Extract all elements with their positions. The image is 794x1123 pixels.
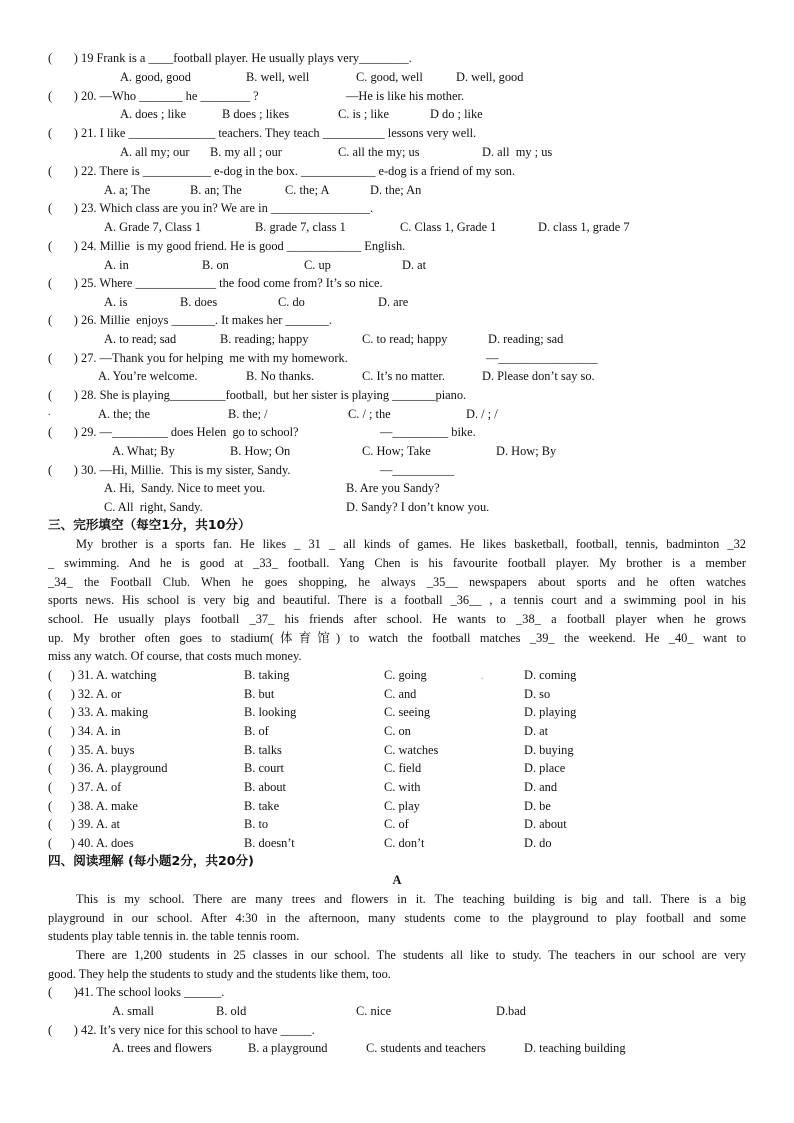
cloze-q39-c: C. of — [384, 817, 409, 831]
q24-option-a: A. in — [104, 258, 129, 272]
q29-option-a: A. What; By — [112, 444, 175, 458]
q19-option-a: A. good, good — [120, 70, 191, 84]
cloze-q39-d: D. about — [524, 817, 567, 831]
q22-option-a: A. a; The — [104, 183, 151, 197]
passage-a-label: A — [392, 873, 402, 887]
cloze-q39: ( ) 39. A. at — [48, 817, 120, 831]
q24-option-b: B. on — [202, 258, 229, 272]
q26-option-a: A. to read; sad — [104, 332, 177, 346]
q42-option-c: C. students and teachers — [366, 1041, 486, 1055]
cloze-q34-d: D. at — [524, 724, 549, 738]
q29-option-b: B. How; On — [230, 444, 291, 458]
cloze-q31-c: C. going — [384, 668, 427, 682]
q28-option-a: A. the; the — [98, 407, 150, 421]
q19-option-b: B. well, well — [246, 70, 310, 84]
cloze-q35-d: D. buying — [524, 743, 574, 757]
cloze-q31-b: B. taking — [244, 668, 290, 682]
q19-stem: ( ) 19 Frank is a ____football player. He usually plays very________. — [48, 51, 412, 65]
q42-option-a: A. trees and flowers — [112, 1041, 212, 1055]
q25-option-d: D. are — [378, 295, 409, 309]
cloze-q32: ( ) 32. A. or — [48, 687, 122, 701]
q26-option-c: C. to read; happy — [362, 332, 448, 346]
q20-option-b: B does ; likes — [222, 107, 290, 121]
cloze-q36-d: D. place — [524, 761, 566, 775]
cloze-q36: ( ) 36. A. playground — [48, 761, 168, 775]
q27-stem: ( ) 27. —Thank you for helping me with my homework. — [48, 351, 348, 365]
q28-option-c: C. / ; the — [348, 407, 391, 421]
q20-stem: ( ) 20. —Who _______ he ________ ? — [48, 89, 259, 103]
q41-option-c: C. nice — [356, 1004, 392, 1018]
cloze-q34: ( ) 34. A. in — [48, 724, 121, 738]
cloze-q32-b: B. but — [244, 687, 275, 701]
q22-option-c: C. the; A — [285, 183, 330, 197]
q30-option-d: D. Sandy? I don’t know you. — [346, 500, 490, 514]
q21-stem: ( ) 21. I like ______________ teachers. They teach __________ lessons very well. — [48, 126, 477, 140]
q22-option-d: D. the; An — [370, 183, 422, 197]
cloze-q38-b: B. take — [244, 799, 280, 813]
cloze-q40-b: B. doesn’t — [244, 836, 295, 850]
cloze-q37: ( ) 37. A. of — [48, 780, 122, 794]
stray-dot: . — [481, 671, 484, 682]
cloze-line-6: up. My brother often goes to stadium(体育馆) to watch the football matches _39_ the weekend. He _40_ want to — [48, 631, 746, 645]
cloze-q33-c: C. seeing — [384, 705, 431, 719]
cloze-q39-b: B. to — [244, 817, 269, 831]
q27-option-a: A. You’re welcome. — [98, 369, 198, 383]
q28-stem: ( ) 28. She is playing_________football, but her sister is playing _______piano. — [48, 388, 467, 402]
cloze-q32-c: C. and — [384, 687, 417, 701]
cloze-line-2: _ swimming. And he is good at _33_ football. Yang Chen is his favourite football player. My brother is a member — [48, 556, 746, 570]
cloze-q31-d: D. coming — [524, 668, 577, 682]
q20-option-a: A. does ; like — [120, 107, 187, 121]
stray-dot: . — [48, 407, 51, 418]
q25-option-b: B. does — [180, 295, 218, 309]
cloze-q33: ( ) 33. A. making — [48, 705, 149, 719]
q26-stem: ( ) 26. Millie enjoys _______. It makes her _______. — [48, 313, 332, 327]
q41-option-b: B. old — [216, 1004, 247, 1018]
q42-option-d: D. teaching building — [524, 1041, 626, 1055]
q42-option-b: B. a playground — [248, 1041, 328, 1055]
q25-option-c: C. do — [278, 295, 305, 309]
passage-a-line-1: This is my school. There are many trees and flowers in it. The teaching building is big and tall. There is a big — [76, 892, 746, 906]
cloze-q40-c: C. don’t — [384, 836, 425, 850]
cloze-q40-d: D. do — [524, 836, 552, 850]
section-4-title: 四、阅读理解 (每小题2分，共20分) — [48, 853, 254, 868]
q24-option-c: C. up — [304, 258, 331, 272]
q19-option-c: C. good, well — [356, 70, 423, 84]
cloze-line-7: miss any watch. Of course, that costs much money. — [48, 649, 302, 663]
cloze-q35-b: B. talks — [244, 743, 282, 757]
cloze-q35-c: C. watches — [384, 743, 439, 757]
cloze-line-1: My brother is a sports fan. He likes _ 31 _ all kinds of games. He likes basketball, football, tennis, badminton _32 — [76, 537, 746, 551]
passage-a-line-3: students play table tennis in. the table tennis room. — [48, 929, 300, 943]
cloze-q33-d: D. playing — [524, 705, 577, 719]
q26-option-b: B. reading; happy — [220, 332, 309, 346]
cloze-line-4: sports news. His school is very big and beautiful. There is a football _36__ , a tennis court and a swimming pool in his — [48, 593, 746, 607]
cloze-q34-c: C. on — [384, 724, 411, 738]
q27-option-d: D. Please don’t say so. — [482, 369, 595, 383]
cloze-q36-b: B. court — [244, 761, 284, 775]
cloze-q33-b: B. looking — [244, 705, 297, 719]
q29-answer-line: —_________ bike. — [380, 425, 476, 439]
q41-option-d: D.bad — [496, 1004, 526, 1018]
cloze-line-5: school. He usually plays football _37_ his friends after school. He wants to _38_ a football player when he grows — [48, 612, 746, 626]
q21-option-d: D. all my ; us — [482, 145, 553, 159]
q21-option-c: C. all the my; us — [338, 145, 420, 159]
q23-option-d: D. class 1, grade 7 — [538, 220, 630, 234]
q28-option-d: D. / ; / — [466, 407, 498, 421]
passage-a-line-5: good. They help the students to study and the students like them, too. — [48, 967, 391, 981]
q24-option-d: D. at — [402, 258, 427, 272]
cloze-q38-c: C. play — [384, 799, 420, 813]
q29-option-c: C. How; Take — [362, 444, 431, 458]
q25-option-a: A. is — [104, 295, 128, 309]
cloze-q37-c: C. with — [384, 780, 421, 794]
q21-option-a: A. all my; our — [120, 145, 190, 159]
q42-stem: ( ) 42. It’s very nice for this school to have _____. — [48, 1023, 315, 1037]
cloze-q37-d: D. and — [524, 780, 558, 794]
q30-option-b: B. Are you Sandy? — [346, 481, 440, 495]
passage-a-line-4: There are 1,200 students in 25 classes in our school. The students all like to study. The teachers in our school are very — [76, 948, 746, 962]
q24-stem: ( ) 24. Millie is my good friend. He is good ____________ English. — [48, 239, 406, 253]
q21-option-b: B. my all ; our — [210, 145, 282, 159]
q23-option-c: C. Class 1, Grade 1 — [400, 220, 497, 234]
q41-option-a: A. small — [112, 1004, 154, 1018]
q20-answer-line: —He is like his mother. — [346, 89, 465, 103]
q28-option-b: B. the; / — [228, 407, 268, 421]
q30-option-a: A. Hi, Sandy. Nice to meet you. — [104, 481, 266, 495]
cloze-q36-c: C. field — [384, 761, 422, 775]
q25-stem: ( ) 25. Where _____________ the food come from? It’s so nice. — [48, 276, 383, 290]
q22-option-b: B. an; The — [190, 183, 242, 197]
q27-answer-line: —________________ — [486, 351, 598, 365]
q20-option-d: D do ; like — [430, 107, 483, 121]
q27-option-c: C. It’s no matter. — [362, 369, 445, 383]
q30-option-c: C. All right, Sandy. — [104, 500, 203, 514]
cloze-q38: ( ) 38. A. make — [48, 799, 138, 813]
q29-stem: ( ) 29. —_________ does Helen go to school? — [48, 425, 299, 439]
cloze-q31: ( ) 31. A. watching — [48, 668, 157, 682]
passage-a-line-2: playground in our school. After 4:30 in the afternoon, many students come to the playground to play football and some — [48, 911, 746, 925]
q23-option-a: A. Grade 7, Class 1 — [104, 220, 202, 234]
cloze-q34-b: B. of — [244, 724, 269, 738]
q20-option-c: C. is ; like — [338, 107, 389, 121]
q26-option-d: D. reading; sad — [488, 332, 564, 346]
q41-stem: ( )41. The school looks ______. — [48, 985, 225, 999]
q27-option-b: B. No thanks. — [246, 369, 315, 383]
q22-stem: ( ) 22. There is ___________ e-dog in the box. ____________ e-dog is a friend of my son. — [48, 164, 516, 178]
q30-answer-line: —__________ — [380, 463, 455, 477]
q29-option-d: D. How; By — [496, 444, 557, 458]
cloze-q37-b: B. about — [244, 780, 286, 794]
cloze-q38-d: D. be — [524, 799, 551, 813]
q23-stem: ( ) 23. Which class are you in? We are in ________________. — [48, 201, 374, 215]
cloze-q40: ( ) 40. A. does — [48, 836, 134, 850]
cloze-q32-d: D. so — [524, 687, 551, 701]
q19-option-d: D. well, good — [456, 70, 524, 84]
section-3-title: 三、完形填空（每空1分，共10分） — [48, 517, 251, 532]
cloze-q35: ( ) 35. A. buys — [48, 743, 135, 757]
q30-stem: ( ) 30. —Hi, Millie. This is my sister, Sandy. — [48, 463, 291, 477]
cloze-line-3: _34_ the Football Club. When he goes shopping, he always _35__ newspapers about sports and he often watches — [48, 575, 746, 589]
q23-option-b: B. grade 7, class 1 — [255, 220, 346, 234]
